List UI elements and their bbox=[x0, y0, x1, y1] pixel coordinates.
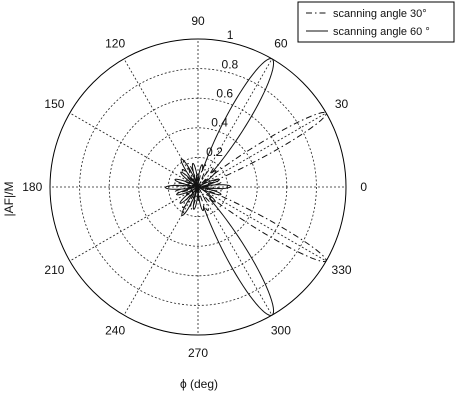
angular-spoke bbox=[124, 187, 198, 315]
legend-label-series-2: scanning angle 60 ° bbox=[333, 26, 430, 38]
angular-tick-label: 300 bbox=[270, 323, 291, 338]
angular-tick-label: 60 bbox=[274, 36, 288, 51]
angular-tick-label: 330 bbox=[331, 262, 352, 277]
angular-spoke bbox=[198, 59, 272, 187]
angular-spoke bbox=[124, 59, 198, 187]
angular-tick-label: 150 bbox=[44, 97, 65, 112]
angular-tick-label: 210 bbox=[44, 262, 65, 277]
legend-label-series-1: scanning angle 30° bbox=[333, 8, 427, 20]
radial-tick-label: 0.4 bbox=[211, 115, 228, 130]
y-axis-label: |AF|/M bbox=[2, 181, 16, 217]
angular-spoke bbox=[70, 113, 198, 187]
angular-spoke bbox=[198, 187, 326, 261]
angular-tick-label: 180 bbox=[22, 180, 43, 194]
angular-tick-label: 0 bbox=[360, 180, 368, 194]
angular-tick-label: 30 bbox=[334, 97, 349, 112]
angular-tick-label: 240 bbox=[105, 323, 126, 338]
angular-spoke bbox=[70, 187, 198, 261]
radial-tick-label: 0.6 bbox=[216, 86, 234, 101]
legend bbox=[298, 2, 454, 42]
radial-tick-label: 0.2 bbox=[206, 144, 223, 159]
x-axis-label: ϕ (deg) bbox=[179, 377, 219, 391]
angular-tick-label: 270 bbox=[187, 345, 209, 360]
angular-tick-label: 90 bbox=[191, 14, 205, 29]
angular-tick-label: 120 bbox=[105, 36, 126, 51]
angular-spoke bbox=[198, 187, 272, 315]
polar-grid bbox=[50, 39, 346, 335]
radial-tick-label: 1 bbox=[226, 28, 234, 43]
radial-tick-label: 0.8 bbox=[221, 57, 239, 72]
